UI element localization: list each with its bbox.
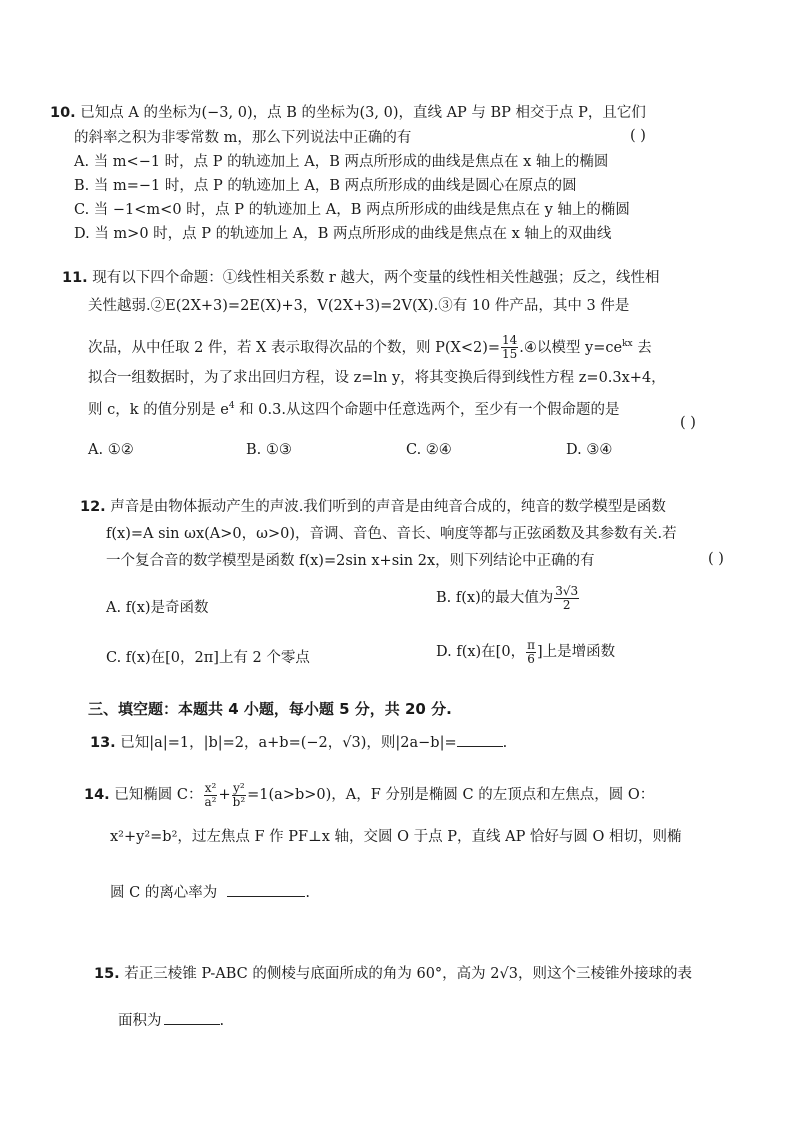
- question-stem-line: x²+y²=b²，过左焦点 F 作 PF⊥x 轴，交圆 O 于点 P，直线 AP 恰好与圆 O 相切，则椭: [110, 829, 682, 845]
- option-b: B. 当 m=−1 时，点 P 的轨迹加上 A，B 两点所形成的曲线是圆心在原点的圆: [74, 178, 577, 194]
- fraction: $\frac{\text{y²}}{\text{b²}}$: [232, 780, 246, 809]
- option-a: A. ①②: [88, 442, 134, 458]
- option-c: C. f(x)在[0，2π]上有 2 个零点: [106, 650, 310, 666]
- option-b: B. ①③: [246, 442, 292, 458]
- question-stem-line: 已知椭圆 C：: [114, 787, 203, 803]
- option-b: B. f(x)的最大值为 $\frac{3√3}{2}$: [436, 583, 579, 612]
- question-stem-line: 声音是由物体振动产生的声波.我们听到的声音是由纯音合成的，纯音的数学模型是函数: [110, 499, 666, 515]
- fraction: $\frac{\pi}{6}$: [527, 637, 535, 666]
- answer-paren: ( ): [708, 551, 724, 567]
- answer-blank[interactable]: [457, 732, 503, 747]
- question-stem-line: 已知点 A 的坐标为(−3, 0)，点 B 的坐标为(3, 0)，直线 AP 与 BP 相交于点 P，且它们: [80, 105, 646, 121]
- question-stem-line: 已知|a|=1，|b|=2，a+b=(−2，√3)，则|2a−b|=: [120, 735, 457, 751]
- answer-paren: ( ): [680, 415, 696, 431]
- question-stem-line: 若正三棱锥 P-ABC 的侧棱与底面所成的角为 60°，高为 2√3，则这个三棱锥外接球的表: [124, 966, 692, 982]
- question-number: 11.: [62, 270, 88, 286]
- question-number: 15.: [94, 966, 120, 982]
- option-a: A. 当 m<−1 时，点 P 的轨迹加上 A，B 两点所形成的曲线是焦点在 x 轴上的椭圆: [74, 154, 609, 170]
- question-stem-line: 则 c，k 的值分别是 e: [88, 401, 229, 418]
- option-d: D. f(x)在[0， $\frac{\pi}{6}$ ]上是增函数: [436, 637, 616, 666]
- option-d: D. ③④: [566, 442, 613, 458]
- answer-blank[interactable]: [227, 872, 305, 897]
- question-stem-line: f(x)=A sin ωx(A>0，ω>0)，音调、音色、音长、响度等都与正弦函数及其参数有关.若: [106, 526, 677, 542]
- option-c: C. 当 −1<m<0 时，点 P 的轨迹加上 A，B 两点所形成的曲线是焦点在 y 轴上的椭圆: [74, 202, 630, 218]
- question-stem-line: 现有以下四个命题：①线性相关系数 r 越大，两个变量的线性相关性越强；反之，线性相: [92, 270, 660, 286]
- fraction: $\frac{14}{15}$: [502, 333, 518, 362]
- fraction: $\frac{3√3}{2}$: [555, 583, 579, 612]
- section-heading: 三、填空题：本题共 4 小题，每小题 5 分，共 20 分.: [88, 700, 452, 718]
- answer-blank[interactable]: [164, 1004, 220, 1025]
- question-stem-line: 圆 C 的离心率为: [110, 885, 218, 901]
- question-number: 10.: [50, 105, 76, 121]
- question-number: 14.: [84, 787, 110, 803]
- question-stem-line: 面积为: [118, 1013, 162, 1029]
- question-stem-line: 的斜率之积为非零常数 m，那么下列说法中正确的有: [74, 130, 412, 146]
- option-d: D. 当 m>0 时，点 P 的轨迹加上 A，B 两点所形成的曲线是焦点在 x 轴上的双曲线: [74, 226, 612, 242]
- question-number: 12.: [80, 499, 106, 515]
- question-number: 13.: [90, 735, 116, 751]
- option-a: A. f(x)是奇函数: [106, 600, 209, 616]
- question-stem-line: 次品，从中任取 2 件，若 X 表示取得次品的个数，则 P(X<2)=: [88, 339, 501, 356]
- option-c: C. ②④: [406, 442, 452, 458]
- question-stem-line: 拟合一组数据时，为了求出回归方程，设 z=ln y，将其变换后得到线性方程 z=0.3x+4，: [88, 370, 666, 386]
- question-stem-line: 关性越弱.②E(2X+3)=2E(X)+3，V(2X+3)=2V(X).③有 10 件产品，其中 3 件是: [88, 298, 630, 314]
- question-stem-line: 一个复合音的数学模型是函数 f(x)=2sin x+sin 2x，则下列结论中正确的有: [106, 553, 595, 569]
- answer-paren: ( ): [630, 128, 646, 144]
- fraction: $\frac{\text{x²}}{\text{a²}}$: [204, 780, 217, 809]
